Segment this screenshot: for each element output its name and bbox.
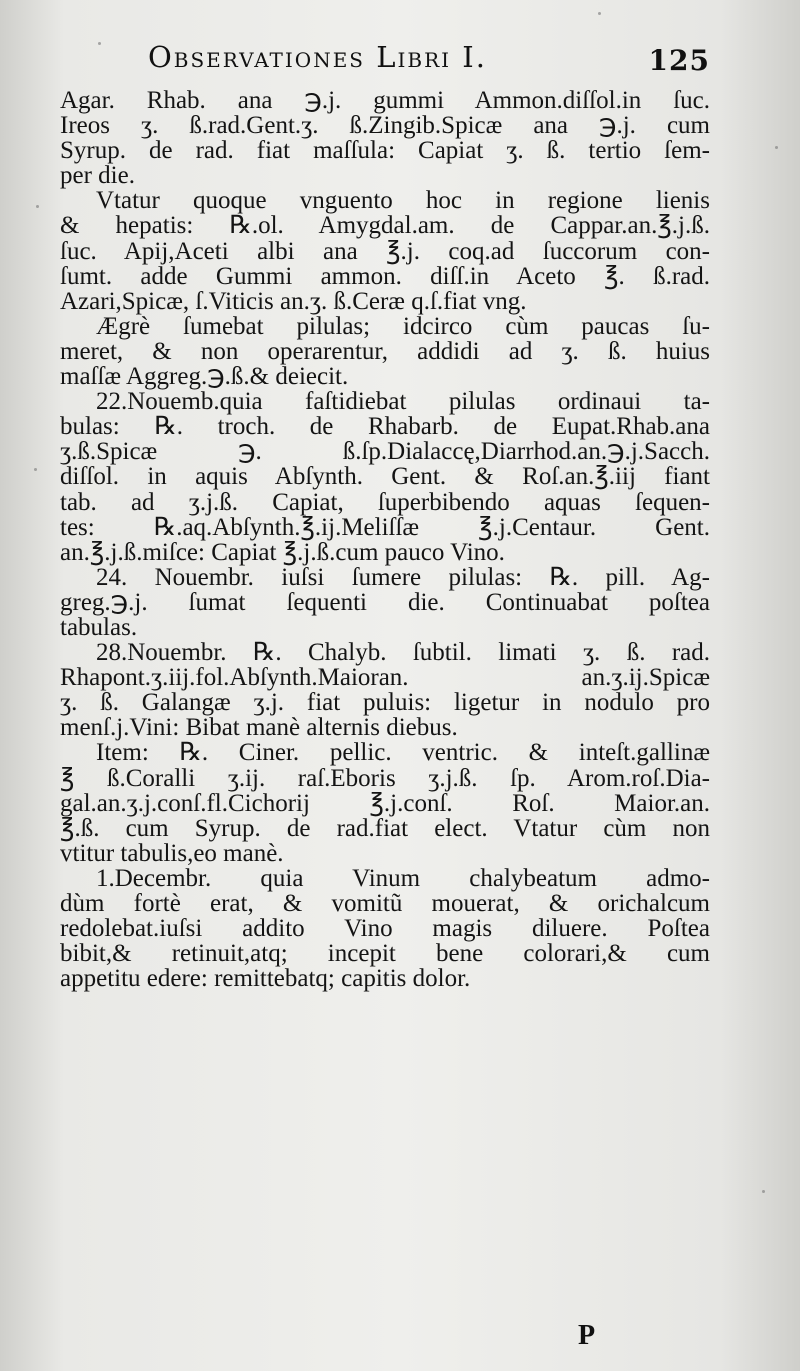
text-line: bulas: ℞. troch. de Rhabarb. de Eupat.Rhab.ana: [60, 413, 710, 441]
text-line: meret, & non operarentur, addidi ad ʒ. ß. huius: [60, 337, 710, 365]
text-line: diſſol. in aquis Abſynth. Gent. & Roſ.an.℥.iij fiant: [60, 463, 710, 491]
text-line: per die.: [60, 162, 135, 190]
text-line: Azari,Spicæ, ſ.Viticis an.ʒ. ß.Ceræ q.ſ.fiat vng.: [60, 287, 527, 315]
text-line: maſſæ Aggreg.℈.ß.& deiecit.: [60, 363, 349, 391]
text-line: ℥.ß. cum Syrup. de rad.fiat elect. Vtatur cùm non: [60, 814, 710, 842]
text-line: bibit,& retinuit,atq; incepit bene colorari,& cum: [60, 940, 710, 968]
page-header: [60, 40, 710, 84]
text-line: Agar. Rhab. ana ℈.j. gummi Ammon.diſſol.in ſuc.: [60, 87, 710, 114]
paper-speck: [34, 468, 37, 471]
text-line: vtitur tabulis,eo manè.: [60, 839, 284, 867]
paragraph-start-line: 1.Decembr. quia Vinum chalybeatum admo-: [96, 864, 710, 892]
text-line: Ireos ʒ. ß.rad.Gent.ʒ. ß.Zingib.Spicæ ana ℈.j. cum: [60, 112, 710, 140]
text-line: Rhapont.ʒ.iij.fol.Abſynth.Maioran. an.ʒ.ij.Spicæ: [60, 664, 710, 692]
text-line: an.℥.j.ß.miſce: Capiat ℥.j.ß.cum pauco Vino.: [60, 538, 505, 566]
paper-speck: [598, 12, 601, 15]
text-line: ʒ.ß.Spicæ ℈. ß.ſp.Dialaccę,Diarrhod.an.℈.j.Sacch.: [60, 438, 710, 466]
paper-speck: [98, 42, 101, 45]
text-line: Syrup. de rad. fiat maſſula: Capiat ʒ. ß. tertio ſem-: [60, 137, 710, 165]
text-line: menſ.j.Vini: Bibat manè alternis diebus.: [60, 714, 458, 742]
text-line: ſuc. Apij,Aceti albi ana ℥.j. coq.ad ſuccorum con-: [60, 237, 710, 265]
text-line: ℥ ß.Coralli ʒ.ij. raſ.Eboris ʒ.j.ß. ſp. Arom.roſ.Dia-: [60, 764, 710, 792]
text-line: & hepatis: ℞.ol. Amygdal.am. de Cappar.an.℥.j.ß.: [60, 212, 710, 240]
paragraph-start-line: 28.Nouembr. ℞. Chalyb. ſubtil. limati ʒ. ß. rad.: [96, 639, 710, 667]
text-line: appetitu edere: remittebatq; capitis dolor.: [60, 965, 471, 993]
running-title: Observationes Libri I.: [148, 40, 487, 74]
paper-speck: [775, 146, 778, 149]
page-number: 125: [648, 44, 710, 77]
signature-mark: P: [578, 1320, 596, 1351]
paragraph-start-line: 24. Nouembr. iuſsi ſumere pilulas: ℞. pill. Ag-: [96, 563, 710, 591]
text-line: dùm fortè erat, & vomitũ mouerat, & orichalcum: [60, 890, 710, 917]
text-line: ʒ. ß. Galangæ ʒ.j. fiat puluis: ligetur in nodulo pro: [60, 689, 710, 717]
text-line: ſumt. adde Gummi ammon. diſſ.in Aceto ℥. ß.rad.: [60, 262, 710, 290]
text-line: redolebat.iuſsi addito Vino magis diluere. Poſtea: [60, 915, 710, 943]
paragraph-start-line: Vtatur quoque vnguento hoc in regione lienis: [96, 187, 710, 215]
paragraph-start-line: Item: ℞. Ciner. pellic. ventric. & inteſt.gallinæ: [96, 739, 710, 767]
paper-speck: [36, 205, 39, 208]
text-line: gal.an.ʒ.j.conſ.fl.Cichorij ℥.j.conſ. Roſ. Maior.an.: [60, 789, 710, 817]
body-text: [60, 88, 710, 991]
paper-speck: [762, 1190, 765, 1193]
paragraph-start-line: Ægrè ſumebat pilulas; idcirco cùm paucas ſu-: [96, 312, 710, 340]
text-line: greg.℈.j. ſumat ſequenti die. Continuabat poſtea: [60, 588, 710, 616]
paragraph-start-line: 22.Nouemb.quia faſtidiebat pilulas ordinaui ta-: [96, 388, 710, 416]
text-line: tab. ad ʒ.j.ß. Capiat, ſuperbibendo aquas ſequen-: [60, 488, 710, 516]
text-line: tes: ℞.aq.Abſynth.℥.ij.Meliſſæ ℥.j.Centaur. Gent.: [60, 513, 710, 541]
text-line: tabulas.: [60, 613, 138, 641]
